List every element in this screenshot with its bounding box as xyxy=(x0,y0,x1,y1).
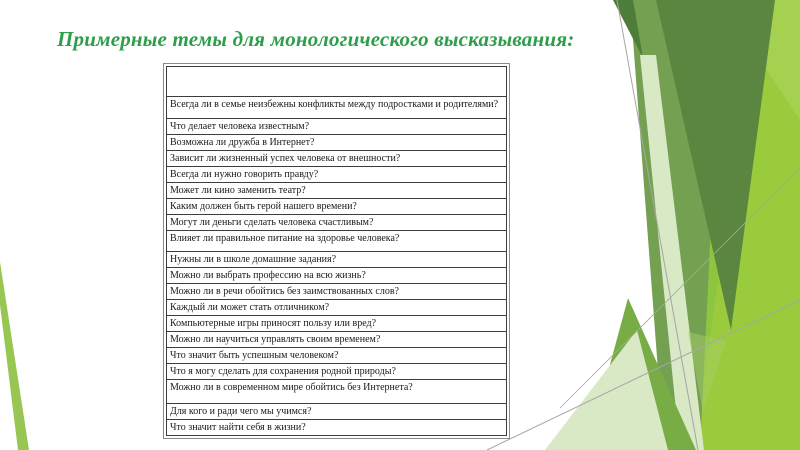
topic-cell: Влияет ли правильное питание на здоровье человека? xyxy=(167,231,507,252)
topics-table xyxy=(163,63,510,439)
topic-cell: Всегда ли нужно говорить правду? xyxy=(167,167,507,183)
table-row xyxy=(167,284,507,300)
topic-cell: Для кого и ради чего мы учимся? xyxy=(167,404,507,420)
topic-cell: Может ли кино заменить театр? xyxy=(167,183,507,199)
table-row xyxy=(167,364,507,380)
topic-cell: Можно ли выбрать профессию на всю жизнь? xyxy=(167,268,507,284)
table-row xyxy=(167,268,507,284)
table-row xyxy=(167,67,507,97)
table-row xyxy=(167,97,507,119)
table-row xyxy=(167,252,507,268)
topic-cell: Можно ли в речи обойтись без заимствованных слов? xyxy=(167,284,507,300)
table-row xyxy=(167,135,507,151)
topic-cell: Можно ли в современном мире обойтись без Интернета? xyxy=(167,380,507,404)
topics-table-grid xyxy=(166,66,507,436)
table-row xyxy=(167,183,507,199)
topic-cell: Могут ли деньги сделать человека счастливым? xyxy=(167,215,507,231)
slide-title: Примерные темы для монологического высказывания: xyxy=(57,27,575,51)
table-row xyxy=(167,119,507,135)
topic-cell: Что значит быть успешным человеком? xyxy=(167,348,507,364)
table-row xyxy=(167,420,507,436)
topics-table-body xyxy=(167,67,507,436)
topic-cell: Что значит найти себя в жизни? xyxy=(167,420,507,436)
topic-cell: Что делает человека известным? xyxy=(167,119,507,135)
table-row xyxy=(167,300,507,316)
topic-cell: Каким должен быть герой нашего времени? xyxy=(167,199,507,215)
table-row xyxy=(167,215,507,231)
topic-cell: Компьютерные игры приносят пользу или вред? xyxy=(167,316,507,332)
table-row xyxy=(167,231,507,252)
table-row xyxy=(167,151,507,167)
topic-cell: Можно ли научиться управлять своим временем? xyxy=(167,332,507,348)
empty-topic-cell xyxy=(167,67,507,97)
left-sliver-shape xyxy=(0,262,29,450)
table-row xyxy=(167,404,507,420)
topic-cell: Что я могу сделать для сохранения родной природы? xyxy=(167,364,507,380)
topic-cell: Нужны ли в школе домашние задания? xyxy=(167,252,507,268)
topic-cell: Возможна ли дружба в Интернет? xyxy=(167,135,507,151)
table-row xyxy=(167,380,507,404)
topic-cell: Зависит ли жизненный успех человека от внешности? xyxy=(167,151,507,167)
topic-cell: Каждый ли может стать отличником? xyxy=(167,300,507,316)
topic-cell: Всегда ли в семье неизбежны конфликты между подростками и родителями? xyxy=(167,97,507,119)
table-row xyxy=(167,316,507,332)
table-row xyxy=(167,348,507,364)
table-row xyxy=(167,199,507,215)
table-row xyxy=(167,167,507,183)
table-row xyxy=(167,332,507,348)
